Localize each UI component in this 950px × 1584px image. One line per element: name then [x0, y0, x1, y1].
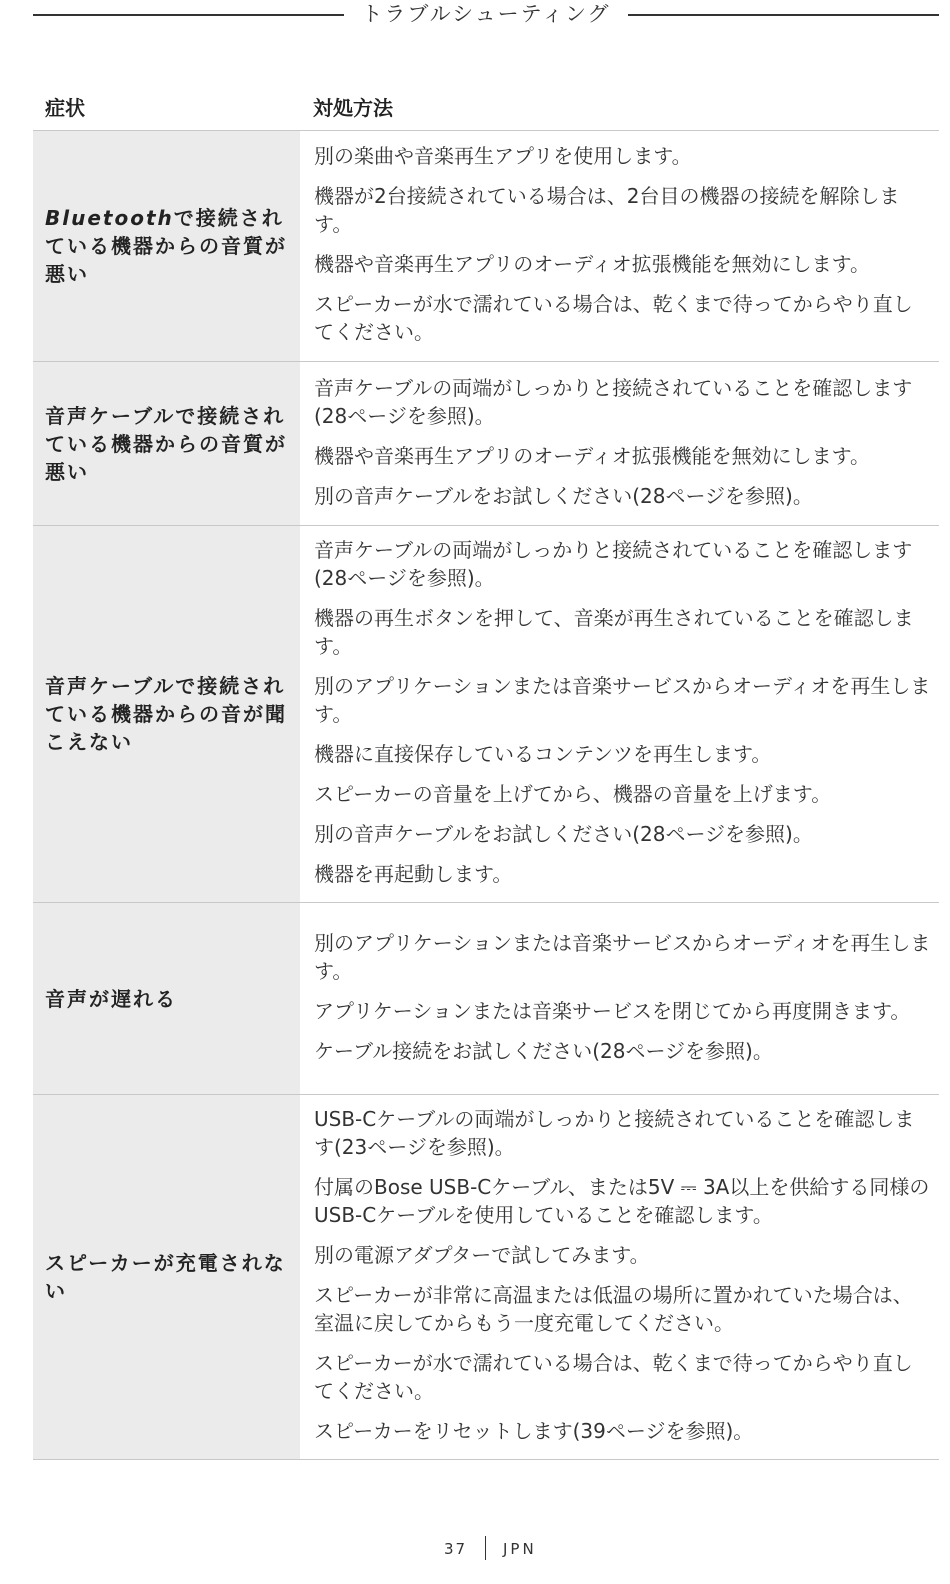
- solution-item: 機器が2台接続されている場合は、2台目の機器の接続を解除します。: [314, 184, 900, 236]
- solution-item: 機器に直接保存しているコンテンツを再生します。: [314, 742, 772, 766]
- solution-item: 機器や音楽再生アプリのオーディオ拡張機能を無効にします。: [314, 443, 870, 468]
- solution-item: スピーカーの音量を上げてから、機器の音量を上げます。: [314, 782, 832, 806]
- solution-item: スピーカーが水で濡れている場合は、乾くまで待ってからやり直してください。: [314, 292, 913, 344]
- column-header-symptom: 症状: [45, 96, 85, 120]
- header-rule-right: [628, 14, 939, 16]
- solution-item: スピーカーをリセットします(39ページを参照)。: [314, 1419, 754, 1443]
- solution-cell: [300, 903, 939, 1095]
- solution-item: 別の音声ケーブルをお試しください(28ページを参照)。: [314, 822, 813, 846]
- symptom-prefix: Bluetooth: [45, 206, 174, 230]
- solution-item: 別のアプリケーションまたは音楽サービスからオーディオを再生します。: [314, 674, 931, 726]
- solution-item: USB-Cケーブルの両端がしっかりと接続されていることを確認します(23ページを参照)。: [314, 1107, 915, 1159]
- solution-item: 音声ケーブルの両端がしっかりと接続されていることを確認します(28ページを参照)。: [314, 538, 913, 590]
- solution-item: 機器や音楽再生アプリのオーディオ拡張機能を無効にします。: [314, 252, 870, 276]
- symptom-cell: スピーカーが充電されない: [33, 1095, 300, 1460]
- symptom-cell: 音声ケーブルで接続されている機器からの音質が悪い: [33, 362, 300, 526]
- page-number: 37: [444, 1540, 468, 1558]
- column-header-solution: 対処方法: [313, 96, 393, 120]
- solution-item: 別の楽曲や音楽再生アプリを使用します。: [314, 144, 692, 168]
- symptom-cell: 音声が遅れる: [33, 903, 300, 1095]
- header-rule-left: [33, 14, 344, 16]
- page-footer: [0, 1536, 950, 1566]
- solution-item: 別の音声ケーブルをお試しください(28ページを参照)。: [314, 483, 813, 508]
- table-row: [33, 362, 939, 526]
- table-row: [33, 131, 939, 362]
- solution-item: ケーブル接続をお試しください(28ページを参照)。: [314, 1038, 773, 1063]
- solution-cell: [300, 1095, 939, 1460]
- solution-item: スピーカーが非常に高温または低温の場所に置かれていた場合は、室温に戻してからもう一度充電してください。: [314, 1283, 913, 1335]
- section-title: トラブルシューティング: [361, 2, 611, 26]
- symptom-cell: [33, 131, 300, 362]
- solution-item: 付属のBose USB-Cケーブル、または5V ⎓ 3A以上を供給する同様のUSB-Cケーブルを使用していることを確認します。: [314, 1175, 930, 1227]
- solution-item: 別のアプリケーションまたは音楽サービスからオーディオを再生します。: [314, 930, 931, 983]
- solution-cell: [300, 526, 939, 903]
- troubleshooting-table: [33, 130, 939, 1460]
- solution-item: 機器の再生ボタンを押して、音楽が再生されていることを確認します。: [314, 606, 914, 658]
- solution-cell: [300, 362, 939, 526]
- solution-item: アプリケーションまたは音楽サービスを閉じてから再度開きます。: [314, 998, 911, 1023]
- table-row: [33, 1095, 939, 1460]
- solution-item: スピーカーが水で濡れている場合は、乾くまで待ってからやり直してください。: [314, 1351, 913, 1403]
- table-row: [33, 903, 939, 1095]
- language-code: JPN: [503, 1540, 537, 1558]
- solution-item: 機器を再起動します。: [314, 862, 513, 886]
- solution-cell: [300, 131, 939, 362]
- solution-item: 別の電源アダプターで試してみます。: [314, 1243, 650, 1267]
- symptom-cell: 音声ケーブルで接続されている機器からの音が聞こえない: [33, 526, 300, 903]
- symptom-text: で接続されている機器からの音質が悪い: [45, 206, 287, 286]
- section-header: [33, 0, 939, 30]
- footer-divider: [485, 1536, 486, 1560]
- solution-item: 音声ケーブルの両端がしっかりと接続されていることを確認します(28ページを参照)。: [314, 375, 913, 428]
- table-row: [33, 526, 939, 903]
